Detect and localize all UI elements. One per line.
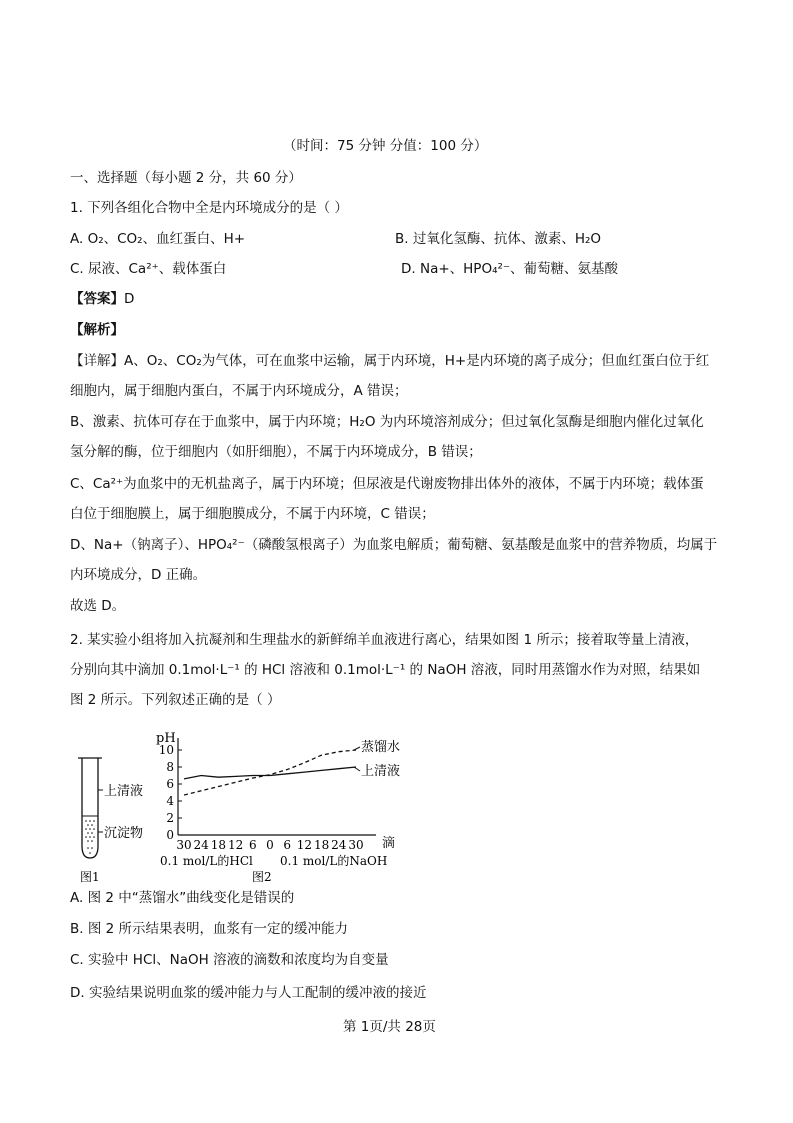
q1-detail-8: 内环境成分，D 正确。 <box>70 567 207 583</box>
fig1-label-supernatant: 上清液 <box>104 784 144 799</box>
x-tick-label: 6 <box>283 838 292 852</box>
fig1-label-sediment: 沉淀物 <box>104 826 144 841</box>
q2-option-b: B. 图 2 所示结果表明，血浆有一定的缓冲能力 <box>70 921 349 937</box>
q1-stem: 1. 下列各组化合物中全是内环境成分的是（ ） <box>70 200 348 216</box>
x-left-label: 0.1 mol/L的HCl <box>160 854 253 868</box>
answer-tag: 【答案】 <box>70 291 124 307</box>
x-tick-label: 0 <box>266 838 274 852</box>
series-line-2 <box>184 767 356 779</box>
q1-option-d: D. Na+、HPO₄²⁻、葡萄糖、氨基酸 <box>401 261 619 277</box>
q2-figures <box>70 728 410 883</box>
y-tick-label: 2 <box>166 811 174 825</box>
figure1-test-tube <box>78 758 143 883</box>
answer-value: D <box>124 291 135 307</box>
x-tick-label: 24 <box>331 838 347 852</box>
x-right-label: 0.1 mol/L的NaOH <box>280 854 388 868</box>
y-tick-label: 6 <box>166 777 174 791</box>
y-axis-label: pH <box>156 731 176 746</box>
section-title: 一、选择题（每小题 2 分，共 60 分） <box>70 170 302 186</box>
fig1-caption: 图1 <box>80 870 100 883</box>
x-tick-label: 6 <box>248 838 257 852</box>
q1-detail-3: B、激素、抗体可存在于血浆中，属于内环境；H₂O 为内环境溶剂成分；但过氧化氢酶是细胞内催化过氧化 <box>70 414 704 430</box>
q2-option-c: C. 实验中 HCl、NaOH 溶液的滴数和浓度均为自变量 <box>70 952 389 968</box>
q1-detail-1: 【详解】A、O₂、CO₂为气体，可在血浆中运输，属于内环境，H+是内环境的离子成分；但血红蛋白位于红 <box>70 353 710 369</box>
q2-option-a: A. 图 2 中“蒸馏水”曲线变化是错误的 <box>70 890 295 906</box>
page-footer: 第 1页/共 28页 <box>343 1019 436 1035</box>
q2-stem-3: 图 2 所示。下列叙述正确的是（ ） <box>70 692 281 708</box>
fig2-caption: 图2 <box>252 870 272 883</box>
series-leader-1 <box>354 747 360 750</box>
exam-info: （时间：75 分钟 分值：100 分） <box>283 138 488 154</box>
y-tick-label: 10 <box>158 743 174 757</box>
q1-option-a: A. O₂、CO₂、血红蛋白、H+ <box>70 231 246 247</box>
y-tick-label: 4 <box>166 794 174 808</box>
x-tick-label: 12 <box>296 838 313 852</box>
q1-detail-7: D、Na+（钠离子）、HPO₄²⁻（磷酸氢根离子）为血浆电解质；葡萄糖、氨基酸是血浆中的营养物质，均属于 <box>70 537 718 553</box>
q1-answer <box>70 290 134 308</box>
x-tick-label: 18 <box>313 838 330 852</box>
q1-detail-6: 白位于细胞膜上，属于细胞膜成分，不属于内环境，C 错误； <box>70 506 435 522</box>
y-tick-label: 0 <box>166 828 174 842</box>
q1-conclusion: 故选 D。 <box>70 598 126 614</box>
q2-stem-1: 2. 某实验小组将加入抗凝剂和生理盐水的新鲜绵羊血液进行离心，结果如图 1 所示；接着取等量上清液， <box>70 632 699 648</box>
q1-option-b: B. 过氧化氢酶、抗体、激素、H₂O <box>395 231 602 247</box>
x-tick-label: 18 <box>210 838 227 852</box>
q1-analysis-tag: 【解析】 <box>70 322 124 338</box>
series-label-2: 上清液 <box>361 764 401 779</box>
series-label-1: 蒸馏水 <box>361 740 401 755</box>
q2-stem-2: 分别向其中滴加 0.1mol·L⁻¹ 的 HCl 溶液和 0.1mol·L⁻¹ 的 NaOH 溶液，同时用蒸馏水作为对照，结果如 <box>70 662 701 678</box>
x-tick-label: 12 <box>227 838 244 852</box>
q2-option-d: D. 实验结果说明血浆的缓冲能力与人工配制的缓冲液的接近 <box>70 985 427 1001</box>
q1-detail-2: 细胞内，属于细胞内蛋白，不属于内环境成分，A 错误； <box>70 383 408 399</box>
q1-option-c: C. 尿液、Ca²⁺、载体蛋白 <box>70 261 227 277</box>
series-leader-2 <box>354 767 360 771</box>
x-unit-label: 滴 <box>382 836 396 851</box>
x-tick-label: 30 <box>348 838 364 852</box>
figure2-chart <box>156 731 400 883</box>
x-tick-label: 30 <box>176 838 192 852</box>
y-tick-label: 8 <box>166 760 174 774</box>
series-line-1 <box>184 750 356 795</box>
q1-detail-5: C、Ca²⁺为血浆中的无机盐离子，属于内环境；但尿液是代谢废物排出体外的液体，不属于内环境；载体蛋 <box>70 476 704 492</box>
q1-detail-4: 氢分解的酶，位于细胞内（如肝细胞），不属于内环境成分，B 错误； <box>70 444 482 460</box>
x-tick-label: 24 <box>193 838 209 852</box>
